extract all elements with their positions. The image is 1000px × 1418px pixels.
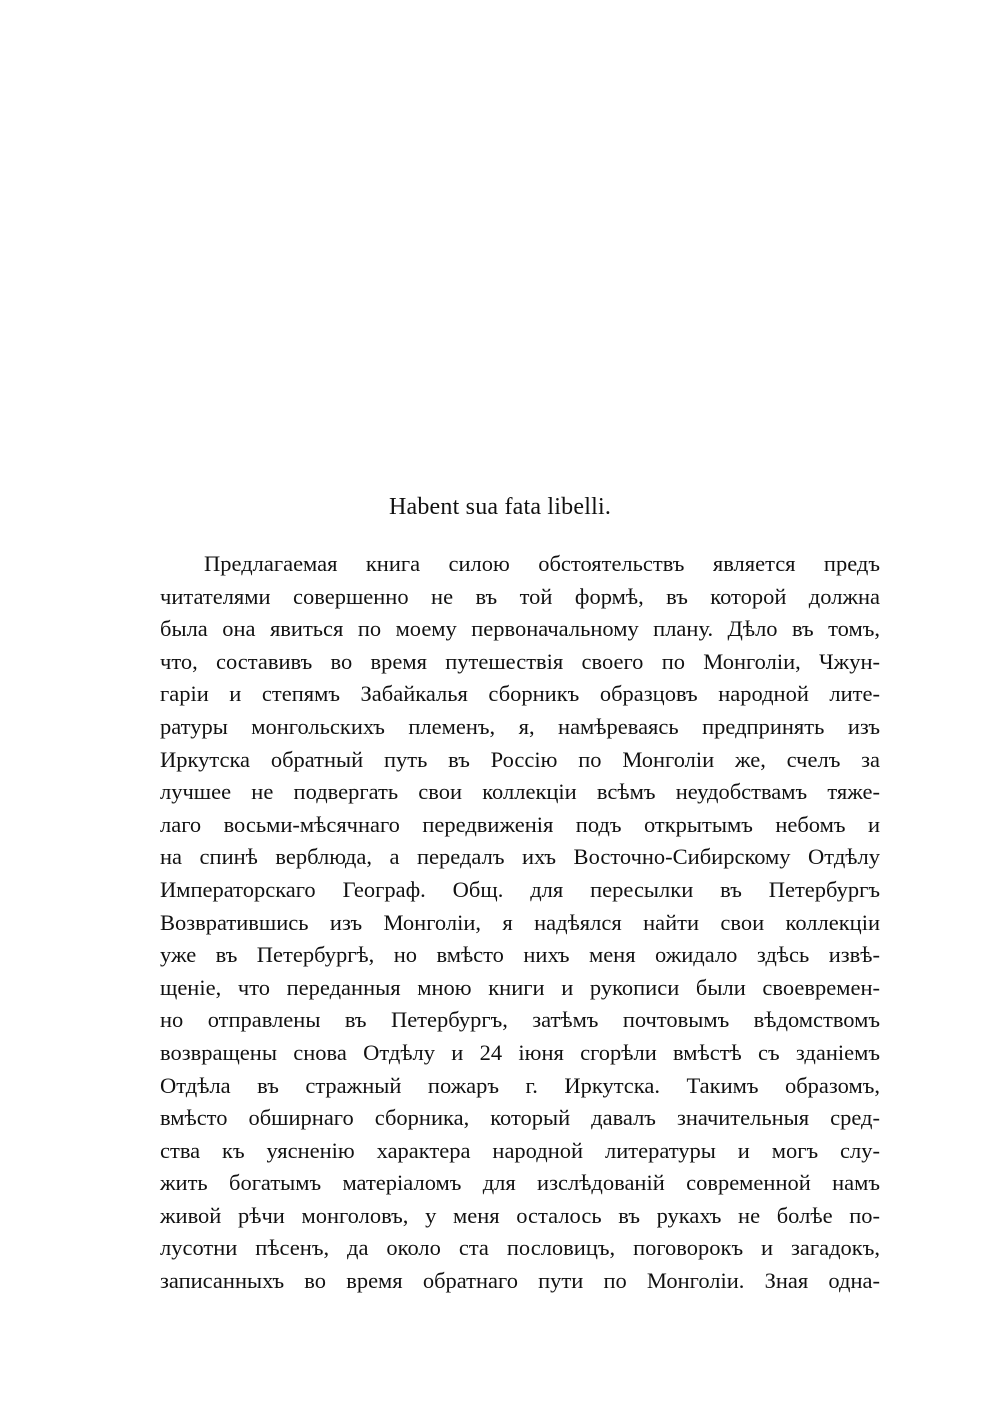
body-paragraph: [160, 548, 880, 1298]
text-line: ства къ уясненію характера народной литературы и могъ слу-: [160, 1137, 880, 1163]
text-line: Отдѣла въ стражный пожаръ г. Иркутска. Такимъ образомъ,: [160, 1072, 880, 1098]
text-line: гаріи и степямъ Забайкалья сборникъ образцовъ народной лите-: [160, 681, 880, 707]
text-line: но отправлены въ Петербургъ, затѣмъ почтовымъ вѣдомствомъ: [160, 1007, 880, 1033]
text-line: лусотни пѣсенъ, да около ста пословицъ, поговорокъ и загадокъ,: [160, 1235, 880, 1261]
text-line: живой рѣчи монголовъ, у меня осталось въ рукахъ не болѣе по-: [160, 1202, 880, 1228]
text-line: лаго восьми-мѣсячнаго передвиженія подъ открытымъ небомъ и: [160, 811, 880, 837]
text-line: возвращены снова Отдѣлу и 24 іюня сгорѣли вмѣстѣ съ зданіемъ: [160, 1039, 880, 1065]
text-line: Предлагаемая книга силою обстоятельствъ является предъ: [204, 551, 880, 576]
text-line: записанныхъ во время обратнаго пути по Монголіи. Зная одна-: [160, 1268, 880, 1294]
text-line: жить богатымъ матеріаломъ для изслѣдованій современной намъ: [160, 1170, 880, 1196]
text-line: Возвратившись изъ Монголіи, я надѣялся найти свои коллекціи: [160, 909, 880, 935]
text-line: была она явиться по моему первоначальному плану. Дѣло въ томъ,: [160, 616, 880, 642]
text-line: щеніе, что переданныя мною книги и рукописи были своевремен-: [160, 974, 880, 1000]
text-line: на спинѣ верблюда, а передалъ ихъ Восточно-Сибирскому Отдѣлу: [160, 844, 880, 870]
text-line: что, составивъ во время путешествія своего по Монголіи, Чжун-: [160, 648, 880, 674]
text-line: читателями совершенно не въ той формѣ, въ которой должна: [160, 583, 880, 609]
text-line: вмѣсто обширнаго сборника, который давалъ значительныя сред-: [160, 1105, 880, 1131]
text-line: Императорскаго Географ. Общ. для пересылки въ Петербургъ: [160, 876, 880, 902]
epigraph: Habent sua fata libelli.: [388, 494, 612, 520]
text-line: лучшее не подвергать свои коллекціи всѣмъ неудобствамъ тяже-: [160, 779, 880, 805]
text-line: Иркутска обратный путь въ Россію по Монголіи же, счелъ за: [160, 746, 880, 772]
text-line: уже въ Петербургѣ, но вмѣсто нихъ меня ожидало здѣсь извѣ-: [160, 942, 880, 968]
text-line: ратуры монгольскихъ племенъ, я, намѣреваясь предпринять изъ: [160, 713, 880, 739]
